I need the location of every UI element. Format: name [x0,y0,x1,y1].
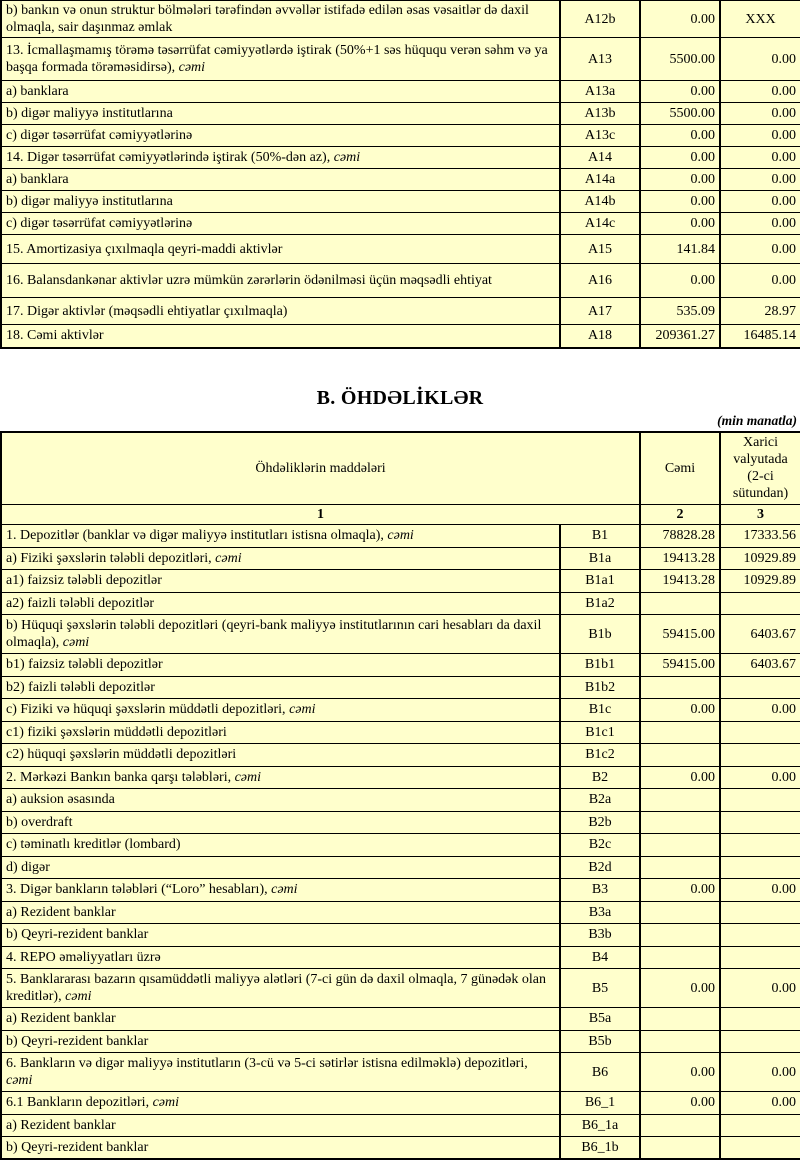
row-label: c) təminatlı kreditlər (lombard) [1,834,560,857]
row-value-fx: 10929.89 [720,547,800,570]
row-code: B6_1a [560,1114,640,1137]
row-value-total [640,1030,720,1053]
row-label: 14. Digər təsərrüfat cəmiyyətlərində iştirak (50%-dən az), cəmi [1,147,560,169]
table-row-A12b [1,1,800,38]
row-value-total [640,946,720,969]
row-value-total [640,901,720,924]
row-label: 3. Digər bankların tələbləri (“Loro” hesabları), cəmi [1,879,560,902]
row-code: B2 [560,766,640,789]
row-label: a) Rezident banklar [1,901,560,924]
row-value-fx: 0.00 [720,879,800,902]
row-code: B6_1 [560,1092,640,1115]
row-code: B1a1 [560,570,640,593]
row-label: b) digər maliyyə institutlarına [1,191,560,213]
row-label: b) Qeyri-rezident banklar [1,1030,560,1053]
row-code: A13 [560,38,640,81]
table-row-B1 [1,525,800,548]
row-value-total [640,811,720,834]
row-value-total: 19413.28 [640,570,720,593]
table-row-A13b [1,103,800,125]
fx-column-header: Xarici valyutada (2-ci sütundan) [720,432,800,505]
row-value-fx: 17333.56 [720,525,800,548]
table-row-A17 [1,298,800,325]
table-row-B6_1a [1,1114,800,1137]
row-value-fx: 0.00 [720,1053,800,1092]
row-code: B3 [560,879,640,902]
row-value-total [640,592,720,615]
row-label: b) bankın və onun struktur bölmələri tərəfindən əvvəllər istifadə edilən əsas vəsaitlər də daxil olmaqla, sair daşınmaz əmlak [1,1,560,38]
row-value-total: 0.00 [640,1053,720,1092]
row-value-fx: 0.00 [720,699,800,722]
row-code: B2a [560,789,640,812]
row-value-fx: 0.00 [720,81,800,103]
row-value-fx [720,721,800,744]
row-value-fx [720,856,800,879]
row-code: B1a2 [560,592,640,615]
row-label: c1) fiziki şəxslərin müddətli depozitləri [1,721,560,744]
row-label: 1. Depozitlər (banklar və digər maliyyə institutları istisna olmaqla), cəmi [1,525,560,548]
row-code: B4 [560,946,640,969]
row-code: B2c [560,834,640,857]
table-row-B1c [1,699,800,722]
row-label: a) banklara [1,169,560,191]
column-number-3: 3 [720,505,800,525]
row-value-fx [720,1030,800,1053]
row-label: b1) faizsiz tələbli depozitlər [1,654,560,677]
table-row-B5 [1,969,800,1008]
row-value-total: 0.00 [640,125,720,147]
row-code: B6_1b [560,1137,640,1160]
row-code: B5 [560,969,640,1008]
row-code: A14c [560,213,640,235]
row-code: B1b2 [560,676,640,699]
row-value-fx: 16485.14 [720,325,800,348]
row-value-total: 0.00 [640,1,720,38]
row-code: A16 [560,264,640,298]
row-label: 13. İcmallaşmamış törəmə təsərrüfat cəmiyyətlərdə iştirak (50%+1 səs hüququ verən səhm və ya başqa formada törəməsidirsə), cəmi [1,38,560,81]
table-row-A18 [1,325,800,348]
table-row-B1c2 [1,744,800,767]
table-row-B6_1 [1,1092,800,1115]
table-row-B1c1 [1,721,800,744]
row-value-total [640,924,720,947]
row-code: B1b1 [560,654,640,677]
row-label: 6. Bankların və digər maliyyə institutların (3-cü və 5-ci sətirlər istisna edilməklə) depozitləri, cəmi [1,1053,560,1092]
row-value-total [640,676,720,699]
table-row-B1b2 [1,676,800,699]
table-row-A16 [1,264,800,298]
row-value-fx [720,901,800,924]
row-value-fx [720,811,800,834]
row-value-total: 0.00 [640,766,720,789]
row-label: b) Qeyri-rezident banklar [1,1137,560,1160]
row-value-total: 141.84 [640,235,720,264]
row-code: B6 [560,1053,640,1092]
table-row-A14a [1,169,800,191]
table-row-B3 [1,879,800,902]
row-label: a) Rezident banklar [1,1008,560,1031]
row-label: a) banklara [1,81,560,103]
row-code: A18 [560,325,640,348]
row-value-fx [720,592,800,615]
table-row-A14 [1,147,800,169]
table-row-B2d [1,856,800,879]
table-row-B2a [1,789,800,812]
row-label: 5. Banklararası bazarın qısamüddətli maliyyə alətləri (7-ci gün də daxil olmaqla, 7 günədək olan kreditlər), cəmi [1,969,560,1008]
row-code: A13a [560,81,640,103]
row-label: 2. Mərkəzi Bankın banka qarşı tələbləri, cəmi [1,766,560,789]
row-code: B2b [560,811,640,834]
row-value-total: 0.00 [640,969,720,1008]
section-b-title: B. ÖHDƏLİKLƏR [316,386,484,409]
row-value-fx: 28.97 [720,298,800,325]
row-value-fx: 0.00 [720,38,800,81]
row-value-total: 0.00 [640,213,720,235]
row-code: B3a [560,901,640,924]
row-value-total: 59415.00 [640,654,720,677]
table-row-A13 [1,38,800,81]
row-value-fx: 0.00 [720,766,800,789]
row-value-fx [720,1008,800,1031]
row-value-fx: 6403.67 [720,615,800,654]
row-label: a) Fiziki şəxslərin tələbli depozitləri, cəmi [1,547,560,570]
row-label: b) Hüquqi şəxslərin tələbli depozitləri (qeyri-bank maliyyə institutlarının cari hesabları da daxil olmaqla), cəmi [1,615,560,654]
row-value-total: 0.00 [640,879,720,902]
table-row-A14c [1,213,800,235]
row-value-fx: 0.00 [720,169,800,191]
row-label: c) digər təsərrüfat cəmiyyətlərinə [1,125,560,147]
table-row-B2b [1,811,800,834]
row-label: 6.1 Bankların depozitləri, cəmi [1,1092,560,1115]
row-value-total [640,744,720,767]
table-row-B1b [1,615,800,654]
row-value-total: 0.00 [640,264,720,298]
table-row-B1a2 [1,592,800,615]
row-code: A17 [560,298,640,325]
row-code: A15 [560,235,640,264]
row-value-fx [720,1114,800,1137]
row-code: A12b [560,1,640,38]
row-value-total: 19413.28 [640,547,720,570]
table-row-B6 [1,1053,800,1092]
assets-table-section [0,0,800,349]
row-label: b) digər maliyyə institutlarına [1,103,560,125]
row-value-fx [720,946,800,969]
table-row-B1a1 [1,570,800,593]
row-label: a) auksion əsasında [1,789,560,812]
row-value-total: 0.00 [640,147,720,169]
table-row-A13a [1,81,800,103]
row-value-total [640,789,720,812]
row-code: B1a [560,547,640,570]
row-value-fx [720,924,800,947]
column-number-1: 1 [1,505,640,525]
row-code: A14a [560,169,640,191]
row-value-total [640,1008,720,1031]
row-value-fx: 0.00 [720,264,800,298]
row-value-fx: 0.00 [720,969,800,1008]
row-code: B1c [560,699,640,722]
row-value-total [640,1137,720,1160]
row-value-total: 0.00 [640,191,720,213]
row-value-fx [720,834,800,857]
row-value-total: 0.00 [640,1092,720,1115]
row-label: b) Qeyri-rezident banklar [1,924,560,947]
row-label: a1) faizsiz tələbli depozitlər [1,570,560,593]
unit-note: (min manatla) [717,412,797,428]
row-value-fx: 0.00 [720,191,800,213]
column-numbers-row [1,505,800,525]
row-value-fx [720,789,800,812]
row-value-total: 0.00 [640,699,720,722]
row-code: B5b [560,1030,640,1053]
row-code: A14b [560,191,640,213]
row-code: B1c2 [560,744,640,767]
table-row-B4 [1,946,800,969]
row-value-total [640,721,720,744]
row-label: 16. Balansdankənar aktivlər uzrə mümkün zərərlərin ödənilməsi üçün məqsədli ehtiyat [1,264,560,298]
row-value-fx: 0.00 [720,147,800,169]
total-column-header: Cəmi [640,432,720,505]
row-code: B2d [560,856,640,879]
row-value-total: 5500.00 [640,103,720,125]
row-value-fx: 0.00 [720,103,800,125]
row-label: b) overdraft [1,811,560,834]
row-value-total: 59415.00 [640,615,720,654]
row-value-total [640,1114,720,1137]
row-value-total: 0.00 [640,169,720,191]
row-label: 18. Cəmi aktivlər [1,325,560,348]
row-label: c) digər təsərrüfat cəmiyyətlərinə [1,213,560,235]
table-row-A13c [1,125,800,147]
row-value-total: 209361.27 [640,325,720,348]
row-label: c) Fiziki və hüquqi şəxslərin müddətli depozitləri, cəmi [1,699,560,722]
table-row-B6_1b [1,1137,800,1160]
row-value-total: 78828.28 [640,525,720,548]
table-row-B2 [1,766,800,789]
row-code: B1 [560,525,640,548]
assets-table-continued [0,0,800,349]
row-code: A13c [560,125,640,147]
row-label: 17. Digər aktivlər (məqsədli ehtiyatlar çıxılmaqla) [1,298,560,325]
table-row-A14b [1,191,800,213]
table-row-B1a [1,547,800,570]
table-row-B3b [1,924,800,947]
row-value-total [640,834,720,857]
row-value-total: 0.00 [640,81,720,103]
row-code: B1c1 [560,721,640,744]
row-value-fx: 6403.67 [720,654,800,677]
row-value-total: 535.09 [640,298,720,325]
table-row-B2c [1,834,800,857]
row-code: A13b [560,103,640,125]
row-value-total [640,856,720,879]
row-code: B1b [560,615,640,654]
row-label: a) Rezident banklar [1,1114,560,1137]
row-label: a2) faizli tələbli depozitlər [1,592,560,615]
row-value-fx: 0.00 [720,125,800,147]
table-row-A15 [1,235,800,264]
liabilities-header-row [1,432,800,505]
row-code: B5a [560,1008,640,1031]
row-value-fx: 0.00 [720,213,800,235]
table-row-B1b1 [1,654,800,677]
row-value-fx [720,1137,800,1160]
row-value-fx: 0.00 [720,1092,800,1115]
row-value-total: 5500.00 [640,38,720,81]
table-row-B3a [1,901,800,924]
row-label: c2) hüquqi şəxslərin müddətli depozitləri [1,744,560,767]
row-label: d) digər [1,856,560,879]
liabilities-table [0,431,800,1161]
column-number-2: 2 [640,505,720,525]
row-value-fx: 10929.89 [720,570,800,593]
table-row-B5b [1,1030,800,1053]
row-label: b2) faizli tələbli depozitlər [1,676,560,699]
items-column-header: Öhdəliklərin maddələri [1,432,640,505]
row-value-fx [720,676,800,699]
row-code: B3b [560,924,640,947]
row-label: 15. Amortizasiya çıxılmaqla qeyri-maddi aktivlər [1,235,560,264]
row-label: 4. REPO əməliyyatları üzrə [1,946,560,969]
row-code: A14 [560,147,640,169]
table-row-B5a [1,1008,800,1031]
row-value-fx: 0.00 [720,235,800,264]
row-value-fx [720,744,800,767]
row-value-fx: XXX [720,1,800,38]
